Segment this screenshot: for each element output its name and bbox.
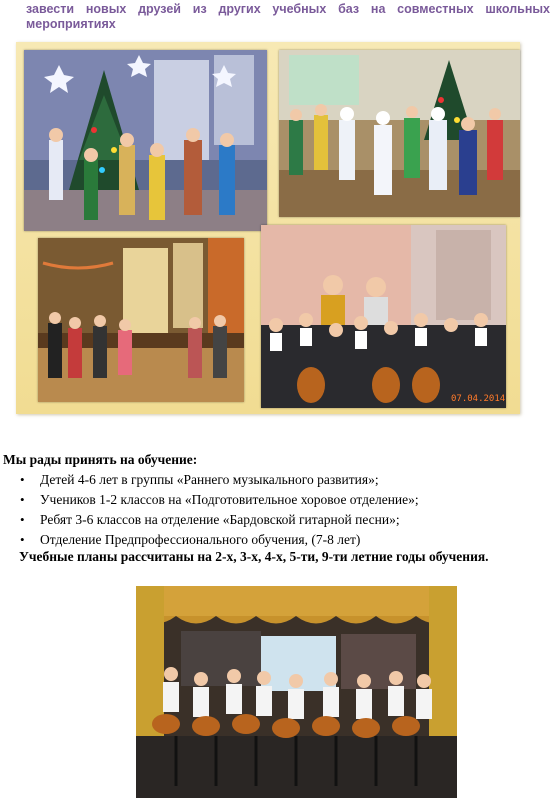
- intro-paragraph: завести новых друзей из других учебных баз на совместных школьных мероприятиях: [26, 2, 550, 31]
- list-item: • Детей 4-6 лет в группы «Раннего музыкального развития»;: [0, 470, 419, 490]
- photo-hall-party: [38, 238, 244, 402]
- photo-stage-guitar-ensemble: [136, 586, 457, 798]
- enrollment-list: [0, 470, 419, 550]
- photo-new-year-tree: [24, 50, 267, 231]
- list-item: • Учеников 1-2 классов на «Подготовительное хоровое отделение»;: [0, 490, 419, 510]
- enrollment-heading: Мы рады принять на обучение:: [3, 452, 198, 467]
- photo-snowmen-dance: [279, 50, 520, 217]
- photo-guitar-ensemble: [261, 225, 506, 408]
- photo-date-stamp: 07.04.2014: [451, 394, 506, 404]
- list-item: • Ребят 3-6 классов на отделение «Бардовской гитарной песни»;: [0, 510, 419, 530]
- photo-collage: [16, 42, 520, 414]
- study-plans-note: Учебные планы рассчитаны на 2-х, 3-х, 4-х, 5-ти, 9-ти летние годы обучения.: [19, 549, 489, 564]
- list-item: • Отделение Предпрофессионального обучения, (7-8 лет): [0, 530, 419, 550]
